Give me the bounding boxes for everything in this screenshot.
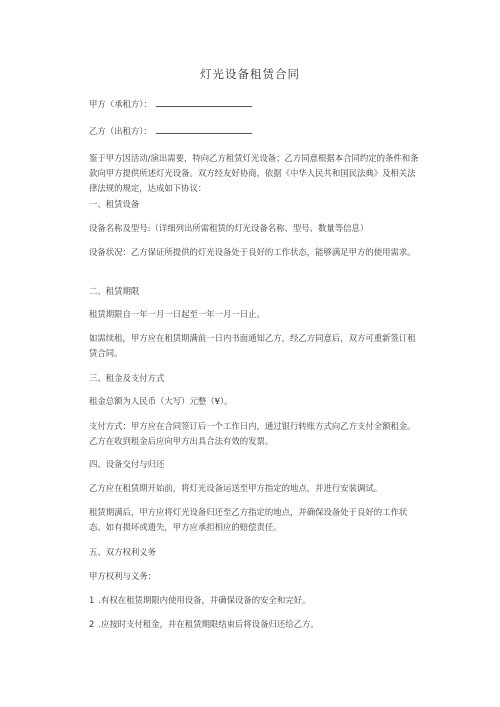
- section-4-para-2: 租赁期满后，甲方应将灯光设备归还至乙方指定的地点，并确保设备处于良好的工作状态。如有损坏或遗失，甲方应承担相应的赔偿责任。: [89, 507, 408, 532]
- list-item: [89, 593, 419, 608]
- list-item-text: .有权在租赁期限内使用设备，并确保设备的安全和完好。: [98, 595, 311, 605]
- section-5-heading: 五、双方权利义务: [89, 547, 156, 557]
- section-4-para-1: 乙方应在租赁期开始前，将灯光设备运送至甲方指定的地点，并进行安装调试。: [89, 483, 383, 493]
- section-1-para-1: 设备名称及型号:（详细列出所需租赁的灯光设备名称、型号、数量等信息）: [89, 223, 369, 233]
- party-a-blank: [156, 97, 252, 107]
- section-1-para-2: 设备状况：乙方保证所提供的灯光设备处于良好的工作状态，能够满足甲方的使用需求。: [89, 247, 416, 257]
- section-5-subheading: 甲方权利与义务：: [89, 571, 156, 581]
- list-item: [89, 617, 419, 632]
- section-3-heading: 三、租金及支付方式: [89, 373, 165, 383]
- section-3-para-1: 租金总额为人民币（大写）元整（¥）。: [89, 396, 233, 406]
- party-a-label: 甲方（承租方）：: [89, 99, 152, 109]
- party-b-line: [89, 124, 419, 139]
- party-a-line: [89, 97, 419, 112]
- section-3-para-2: 支付方式：甲方应在合同签订后一个工作日内，通过银行转账方式向乙方支付全额租金。乙方在收到租金后应向甲方出具合法有效的发票。: [89, 421, 416, 446]
- section-2-heading: 二、租赁期限: [89, 286, 140, 296]
- list-item-text: .应按时支付租金，并在租赁期限结束后将设备归还给乙方。: [98, 619, 319, 629]
- section-2-para-1: 租赁期限自一年一月一日起至一年一月一日止。: [89, 309, 265, 319]
- party-b-label: 乙方（出租方）：: [89, 126, 152, 136]
- list-item-number: 2: [89, 619, 95, 629]
- document-title: 灯光设备租赁合同: [200, 67, 300, 81]
- section-1-heading: 一、租赁设备: [89, 199, 140, 209]
- party-b-blank: [156, 124, 252, 134]
- list-item-number: 1: [89, 595, 95, 605]
- section-2-para-2: 如需续租，甲方应在租赁期满前一日内书面通知乙方，经乙方同意后，双方可重新签订租赁合同。: [89, 333, 416, 358]
- section-4-heading: 四、设备交付与归还: [89, 459, 165, 469]
- preamble: 鉴于甲方因活动/演出需要，特向乙方租赁灯光设备；乙方同意根据本合同约定的条件和条款向甲方提供所述灯光设备。双方经友好协商，依据《中华人民共和国民法典》及相关法律法规的规定，达成如下协议：: [89, 153, 419, 193]
